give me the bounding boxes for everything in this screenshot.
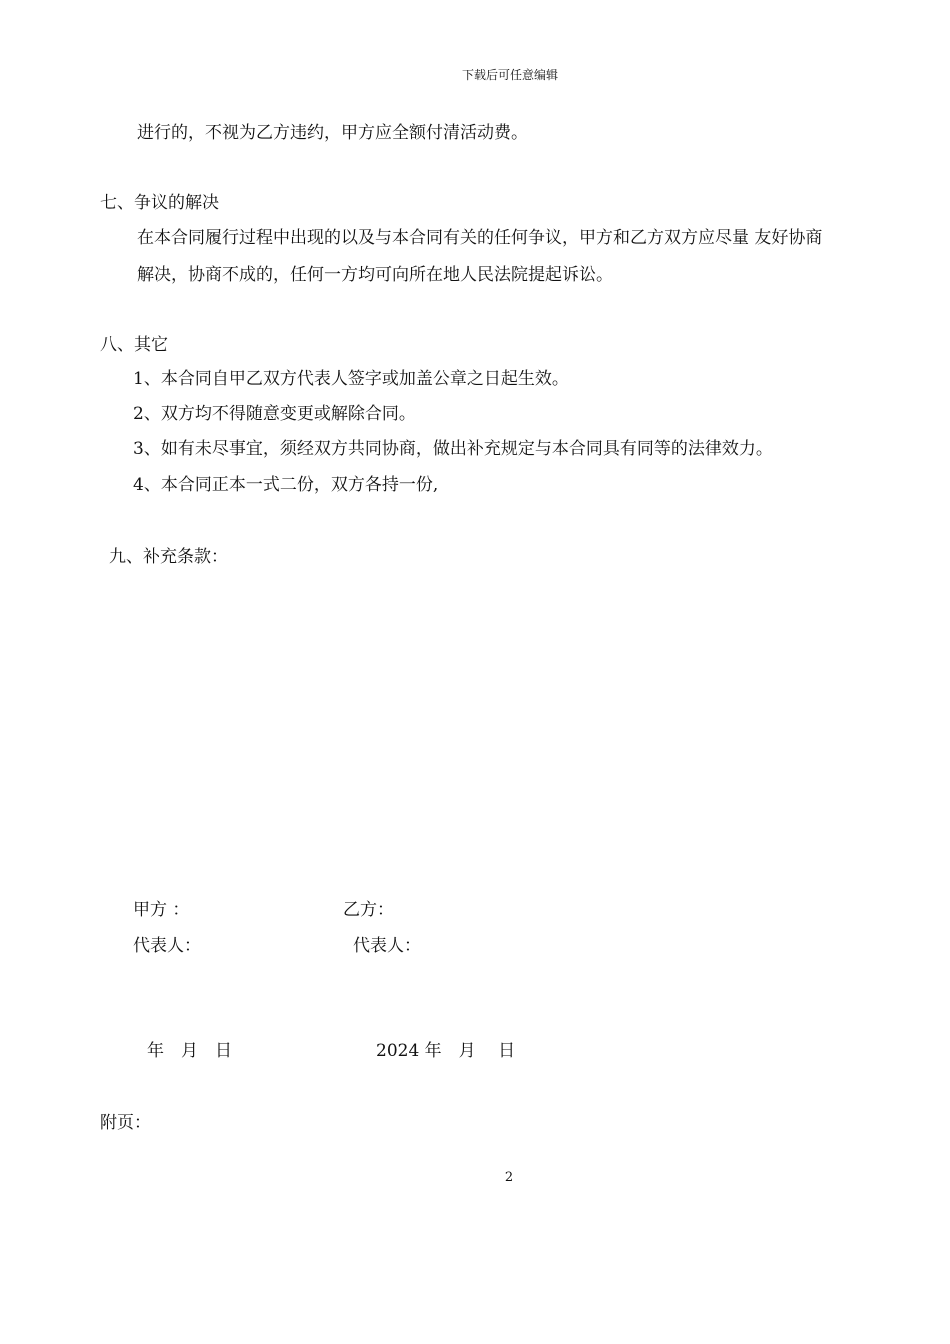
continuation-text: 进行的，不视为乙方违约，甲方应全额付清活动费。 bbox=[137, 123, 528, 143]
section7-line1: 在本合同履行过程中出现的以及与本合同有关的任何争议，甲方和乙方双方应尽量 友好协商 bbox=[137, 228, 823, 248]
section8-item: 2、双方均不得随意变更或解除合同。 bbox=[133, 404, 416, 424]
section8-item: 1、本合同自甲乙双方代表人签字或加盖公章之日起生效。 bbox=[133, 369, 569, 389]
page-number: 2 bbox=[504, 1170, 514, 1185]
party-a-label: 甲方 ： bbox=[133, 900, 190, 920]
header-note: 下载后可任意编辑 bbox=[461, 68, 558, 82]
date-a: 年 月 日 bbox=[147, 1041, 232, 1061]
section8-item: 4、本合同正本一式二份，双方各持一份, bbox=[133, 475, 439, 495]
section8-item: 3、如有未尽事宜，须经双方共同协商，做出补充规定与本合同具有同等的法律效力。 bbox=[133, 439, 773, 459]
section7-line2: 解决，协商不成的，任何一方均可向所在地人民法院提起诉讼。 bbox=[137, 265, 613, 285]
party-b-label: 乙方： bbox=[343, 900, 394, 920]
appendix-label: 附页： bbox=[100, 1113, 151, 1133]
section7-heading: 七、争议的解决 bbox=[100, 193, 219, 213]
date-b: 2024 年 月 日 bbox=[376, 1041, 516, 1061]
section8-heading: 八、其它 bbox=[100, 335, 168, 355]
rep-a-label: 代表人： bbox=[133, 936, 201, 956]
rep-b-label: 代表人： bbox=[353, 936, 421, 956]
section9-heading: 九、补充条款： bbox=[109, 547, 228, 567]
